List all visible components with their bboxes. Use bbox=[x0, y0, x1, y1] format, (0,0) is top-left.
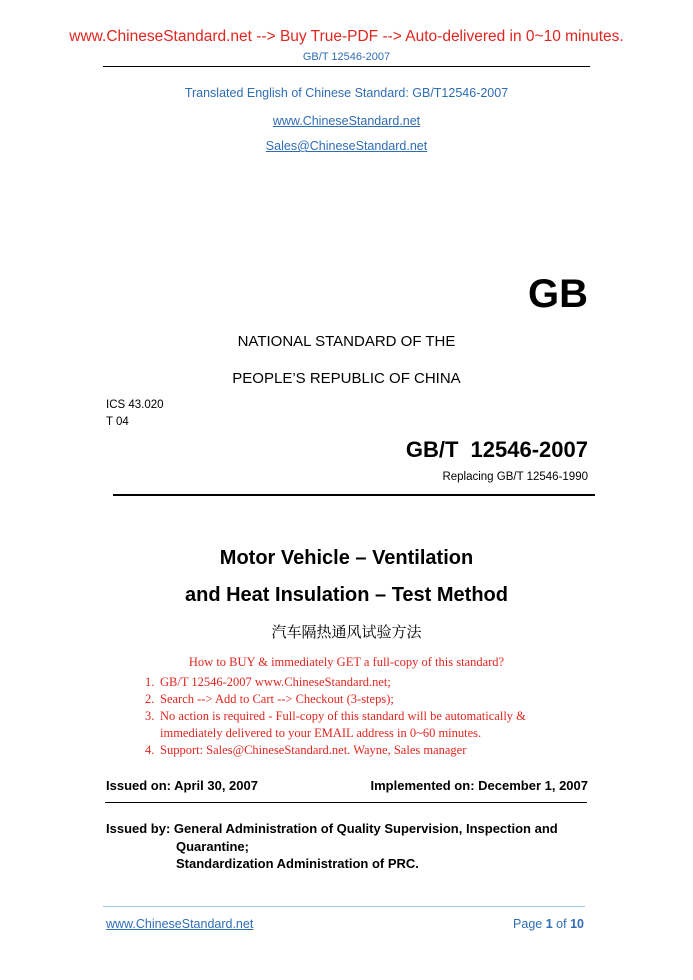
implemented-on: Implemented on: December 1, 2007 bbox=[370, 778, 588, 793]
header-standard-ref: GB/T 12546-2007 bbox=[302, 51, 391, 63]
title-line-2: and Heat Insulation – Test Method bbox=[185, 584, 508, 606]
page-of: of bbox=[556, 917, 567, 931]
footer-site-link[interactable]: www.ChineseStandard.net bbox=[106, 917, 254, 931]
national-standard-line-1: NATIONAL STANDARD OF THE bbox=[237, 333, 456, 350]
list-item-text: immediately delivered to your EMAIL address in 0~60 minutes. bbox=[160, 726, 482, 740]
t-code: T 04 bbox=[106, 416, 129, 428]
list-item-number: 3. bbox=[145, 709, 155, 723]
top-banner: www.ChineseStandard.net --> Buy True-PDF --> Auto-delivered in 0~10 minutes. bbox=[69, 28, 624, 45]
site-link-row bbox=[0, 112, 693, 130]
email-link[interactable]: Sales@ChineseStandard.net bbox=[265, 139, 428, 153]
issued-by-line-2: Quarantine; bbox=[176, 838, 249, 854]
title-line-1: Motor Vehicle – Ventilation bbox=[219, 547, 474, 569]
national-standard-line-2: PEOPLE’S REPUBLIC OF CHINA bbox=[232, 370, 461, 387]
issued-by-line-3: Standardization Administration of PRC. bbox=[176, 856, 419, 871]
list-item-continuation bbox=[145, 725, 585, 742]
site-link[interactable]: www.ChineseStandard.net bbox=[272, 114, 421, 128]
replacing-note: Replacing GB/T 12546-1990 bbox=[442, 471, 588, 483]
issue-divider bbox=[105, 802, 587, 803]
buy-title: How to BUY & immediately GET a full-copy of this standard? bbox=[188, 655, 505, 669]
standard-divider bbox=[113, 494, 595, 496]
page-current: 1 bbox=[545, 917, 553, 931]
page-indicator bbox=[513, 917, 584, 931]
ics-code: ICS 43.020 bbox=[106, 399, 164, 411]
list-item-number: 4. bbox=[145, 743, 155, 757]
list-item bbox=[145, 708, 585, 725]
list-item bbox=[145, 691, 585, 708]
email-link-row bbox=[0, 137, 693, 155]
issued-by-line-1: Issued by: General Administration of Quality Supervision, Inspection and bbox=[106, 821, 558, 836]
page-total: 10 bbox=[570, 917, 584, 931]
gb-logo: GB bbox=[528, 272, 588, 316]
list-item bbox=[145, 674, 585, 691]
list-item-number: 2. bbox=[145, 692, 155, 706]
list-item-text: Support: Sales@ChineseStandard.net. Wayne, Sales manager bbox=[160, 743, 467, 757]
standard-number: GB/T 12546-2007 bbox=[405, 437, 588, 462]
footer-divider bbox=[103, 906, 585, 907]
page-word: Page bbox=[513, 917, 543, 931]
list-item-text: GB/T 12546-2007 www.ChineseStandard.net; bbox=[160, 675, 391, 689]
translated-line: Translated English of Chinese Standard: GB/T12546-2007 bbox=[184, 86, 509, 100]
issued-by-block bbox=[106, 820, 558, 873]
list-item bbox=[145, 742, 585, 759]
header-divider bbox=[103, 66, 590, 67]
issued-on: Issued on: April 30, 2007 bbox=[106, 778, 258, 793]
list-item-text: No action is required - Full-copy of this standard will be automatically & bbox=[160, 709, 526, 723]
buy-steps-list bbox=[145, 674, 585, 759]
title-chinese: 汽车隔热通风试验方法 bbox=[271, 623, 422, 641]
list-item-text: Search --> Add to Cart --> Checkout (3-steps); bbox=[160, 692, 394, 706]
list-item-number: 1. bbox=[145, 675, 155, 689]
